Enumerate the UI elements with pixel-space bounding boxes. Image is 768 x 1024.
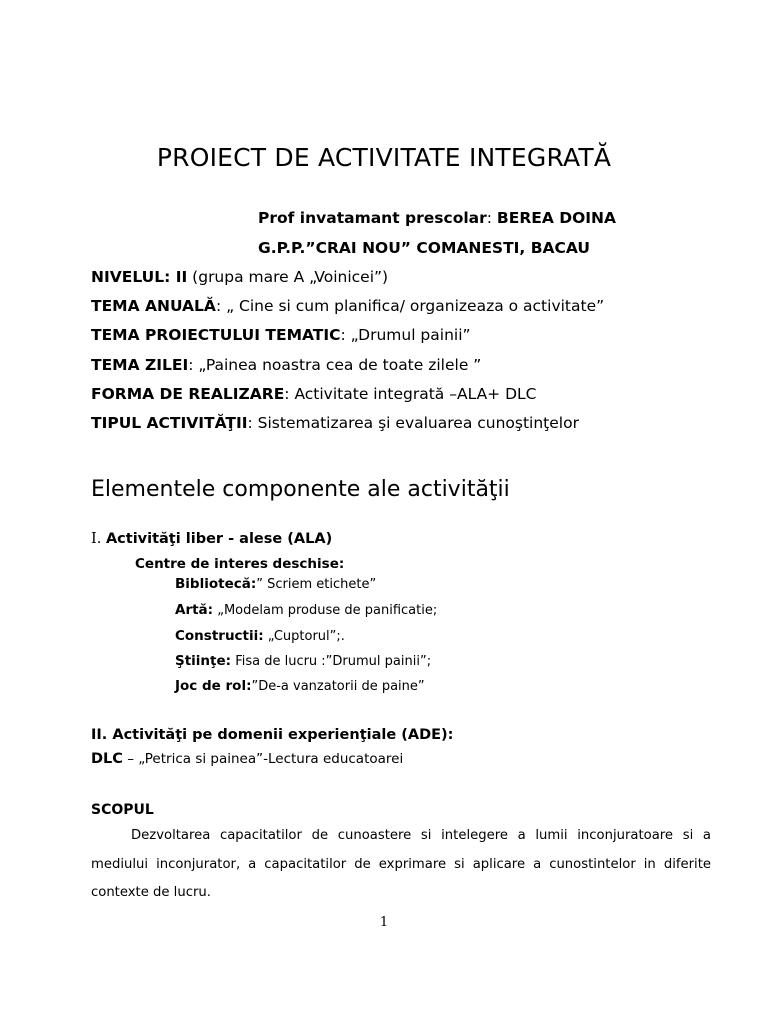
field-label: TEMA PROIECTULUI TEMATIC [91, 326, 341, 344]
field-value: : „Painea noastra cea de toate zilele ” [188, 356, 482, 374]
item-label: Constructii: [175, 628, 264, 644]
item-value: ”De-a vanzatorii de paine” [251, 679, 425, 694]
list-item [175, 602, 437, 618]
field-tema-zilei [91, 356, 481, 374]
item-value: Fisa de lucru :”Drumul painii”; [231, 654, 432, 669]
item-value: „Modelam produse de panificatie; [213, 603, 438, 618]
item-label: Joc de rol: [175, 678, 252, 694]
field-tema-anuala [91, 297, 604, 315]
page-title: PROIECT DE ACTIVITATE INTEGRATĂ [156, 143, 612, 172]
section-heading: Elementele componente ale activităţii [91, 477, 510, 502]
prof-name: BEREA DOINA [496, 209, 617, 227]
section1-number: I. [91, 531, 102, 547]
field-value: (grupa mare A „Voinicei”) [187, 268, 389, 286]
field-tema-proiect [91, 326, 471, 344]
field-forma [91, 385, 537, 403]
dlc-value: – „Petrica si painea”-Lectura educatoarei [122, 751, 404, 767]
section2-title [91, 727, 453, 743]
field-label: TEMA ZILEI [91, 356, 189, 374]
dlc-label: DLC [91, 751, 123, 767]
item-label: Artă: [175, 602, 214, 618]
list-item [175, 628, 345, 644]
section2-dlc [91, 751, 403, 767]
scop-paragraph: Dezvoltarea capacitatilor de cunoastere si intelegere a lumii inconjuratoare si a mediului inconjurator, a capacitatilor de exprimare si aplicare a cunostintelor in diferite contexte de lucru. [91, 828, 711, 900]
field-value: : Sistematizarea şi evaluarea cunoştinţelor [247, 414, 579, 432]
field-value: : „Drumul painii” [340, 326, 471, 344]
page-number: 1 [379, 915, 389, 930]
section1-title [91, 531, 332, 547]
field-label: NIVELUL: II [91, 268, 188, 286]
school-line: G.P.P.”CRAI NOU” COMANESTI, BACAU [258, 239, 591, 257]
field-value: : „ Cine si cum planifica/ organizeaza o activitate” [215, 297, 605, 315]
scop-heading: SCOPUL [91, 802, 154, 818]
list-item [175, 653, 431, 669]
section2-label: II. Activităţi pe domenii experienţiale (ADE): [91, 727, 454, 743]
section1-label: Activităţi liber - alese (ALA) [105, 531, 333, 547]
item-value: „Cuptorul”;. [263, 629, 345, 644]
item-value: ” Scriem etichete” [256, 577, 377, 592]
field-label: TEMA ANUALĂ [91, 297, 216, 315]
prof-label: Prof invatamant prescolar [258, 209, 487, 227]
list-item [175, 576, 376, 592]
field-label: FORMA DE REALIZARE [91, 385, 285, 403]
field-nivel [91, 268, 388, 286]
field-value: : Activitate integrată –ALA+ DLC [284, 385, 537, 403]
list-item [175, 678, 425, 694]
item-label: Bibliotecă: [175, 576, 257, 592]
prof-line: Prof invatamant prescolar: BEREA DOINA [258, 209, 617, 227]
item-label: Ştiinţe: [175, 653, 232, 669]
section1-subtitle: Centre de interes deschise: [135, 556, 345, 572]
field-label: TIPUL ACTIVITĂŢII [91, 414, 248, 432]
field-tipul [91, 414, 579, 432]
